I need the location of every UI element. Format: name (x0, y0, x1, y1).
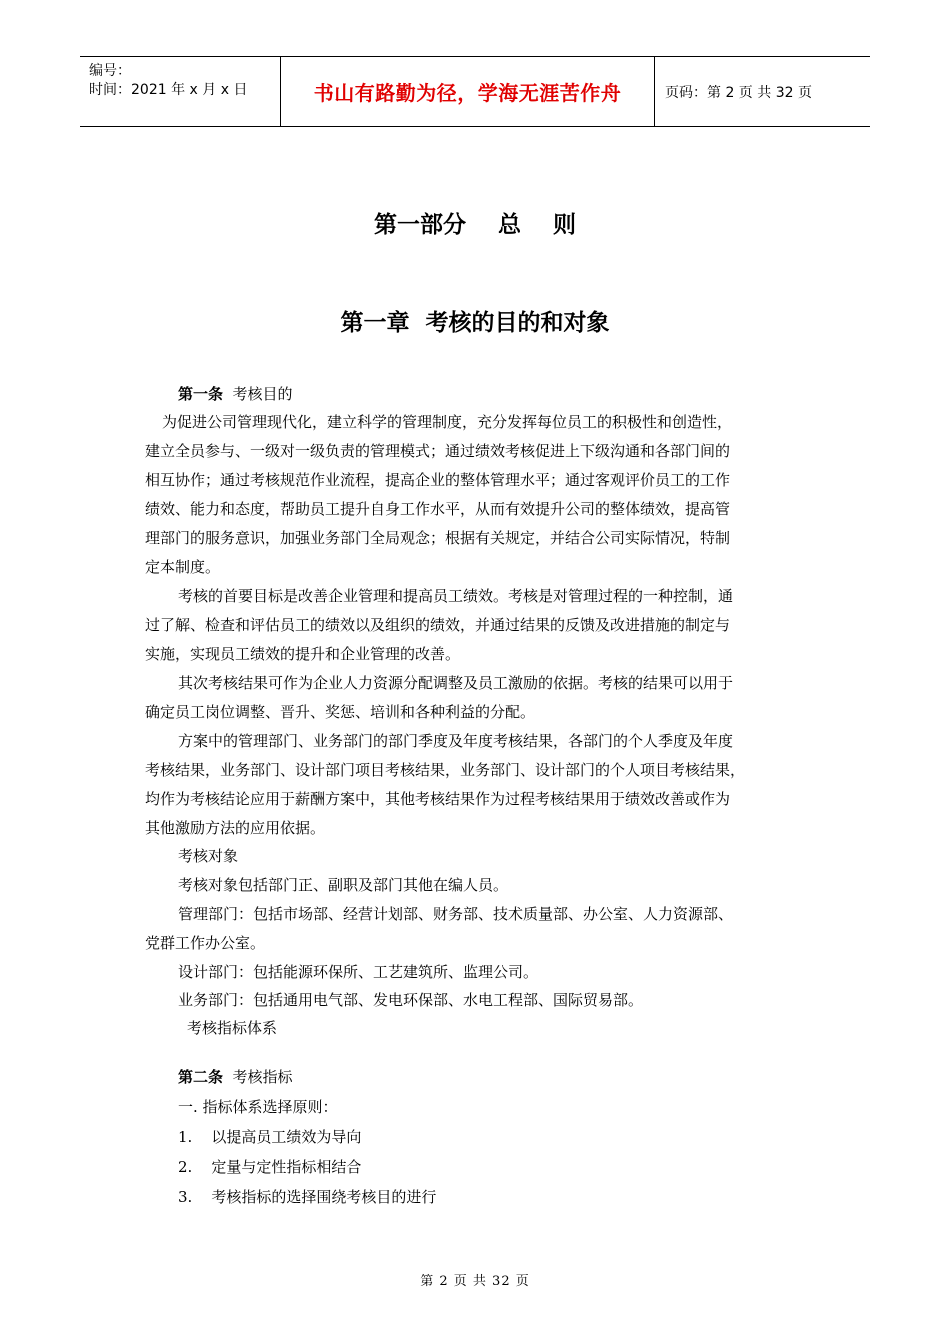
chapter-title: 第一章 考核的目的和对象 (340, 309, 610, 336)
paragraph-line: 相互协作；通过考核规范作业流程，提高企业的整体管理水平；通过客观评价员工的工作 (145, 471, 731, 489)
header-meta-cell (80, 57, 281, 126)
paragraph-line: 管理部门：包括市场部、经营计划部、财务部、技术质量部、办公室、人力资源部、 (178, 905, 734, 923)
paragraph-line: 定本制度。 (145, 558, 221, 576)
paragraph-line: 设计部门：包括能源环保所、工艺建筑所、监理公司。 (178, 963, 539, 981)
document-header (80, 56, 870, 127)
paragraph-line: 其他激励方法的应用依据。 (145, 819, 326, 837)
list-item: 1. 以提高员工绩效为导向 (178, 1128, 362, 1146)
paragraph-line: 理部门的服务意识，加强业务部门全局观念；根据有关规定，并结合公司实际情况，特制 (145, 529, 731, 547)
paragraph-line: 考核的首要目标是改善企业管理和提高员工绩效。考核是对管理过程的一种控制，通 (178, 587, 734, 605)
article-1-number: 第一条 (178, 385, 224, 403)
article-1-title: 考核目的 (223, 385, 293, 403)
document-time-label: 时间：2021 年 x 月 x 日 (89, 82, 248, 98)
article-2-title: 考核指标 (223, 1068, 293, 1086)
paragraph-line: 过了解、检查和评估员工的绩效以及组织的绩效，并通过结果的反馈及改进措施的制定与 (145, 616, 731, 634)
article-2-number: 第二条 (178, 1068, 224, 1086)
paragraph-line: 实施，实现员工绩效的提升和企业管理的改善。 (145, 645, 461, 663)
header-page-info: 页码：第 2 页 共 32 页 (665, 84, 812, 101)
paragraph-line: 均作为考核结论应用于薪酬方案中，其他考核结果作为过程考核结果用于绩效改善或作为 (145, 790, 731, 808)
list-item: 一. 指标体系选择原则： (178, 1098, 338, 1116)
paragraph-line: 考核结果，业务部门、设计部门项目考核结果，业务部门、设计部门的个人项目考核结果， (145, 761, 746, 779)
part-title: 第一部分 总 则 (373, 211, 577, 238)
header-motto: 书山有路勤为径，学海无涯苦作舟 (281, 57, 655, 126)
paragraph-line: 考核指标体系 (187, 1019, 278, 1037)
paragraph-line: 绩效、能力和态度，帮助员工提升自身工作水平，从而有效提升公司的整体绩效，提高管 (145, 500, 731, 518)
paragraph-line: 考核对象 (178, 847, 239, 865)
paragraph-line: 方案中的管理部门、业务部门的部门季度及年度考核结果，各部门的个人季度及年度 (178, 732, 734, 750)
page-footer: 第 2 页 共 32 页 (420, 1274, 530, 1289)
list-item: 2. 定量与定性指标相结合 (178, 1158, 362, 1176)
article-2-heading (178, 1067, 293, 1087)
paragraph-line: 建立全员参与、一级对一级负责的管理模式；通过绩效考核促进上下级沟通和各部门间的 (145, 442, 731, 460)
list-item: 3. 考核指标的选择围绕考核目的进行 (178, 1188, 437, 1206)
paragraph-line: 业务部门：包括通用电气部、发电环保部、水电工程部、国际贸易部。 (178, 991, 644, 1009)
article-1-heading (178, 384, 293, 404)
paragraph-line: 考核对象包括部门正、副职及部门其他在编人员。 (178, 876, 509, 894)
paragraph-line: 确定员工岗位调整、晋升、奖惩、培训和各种利益的分配。 (145, 703, 536, 721)
document-number-label: 编号： (89, 63, 131, 79)
paragraph-line: 其次考核结果可作为企业人力资源分配调整及员工激励的依据。考核的结果可以用于 (178, 674, 734, 692)
paragraph-line: 为促进公司管理现代化，建立科学的管理制度，充分发挥每位员工的积极性和创造性， (162, 413, 733, 431)
paragraph-line: 党群工作办公室。 (145, 934, 266, 952)
